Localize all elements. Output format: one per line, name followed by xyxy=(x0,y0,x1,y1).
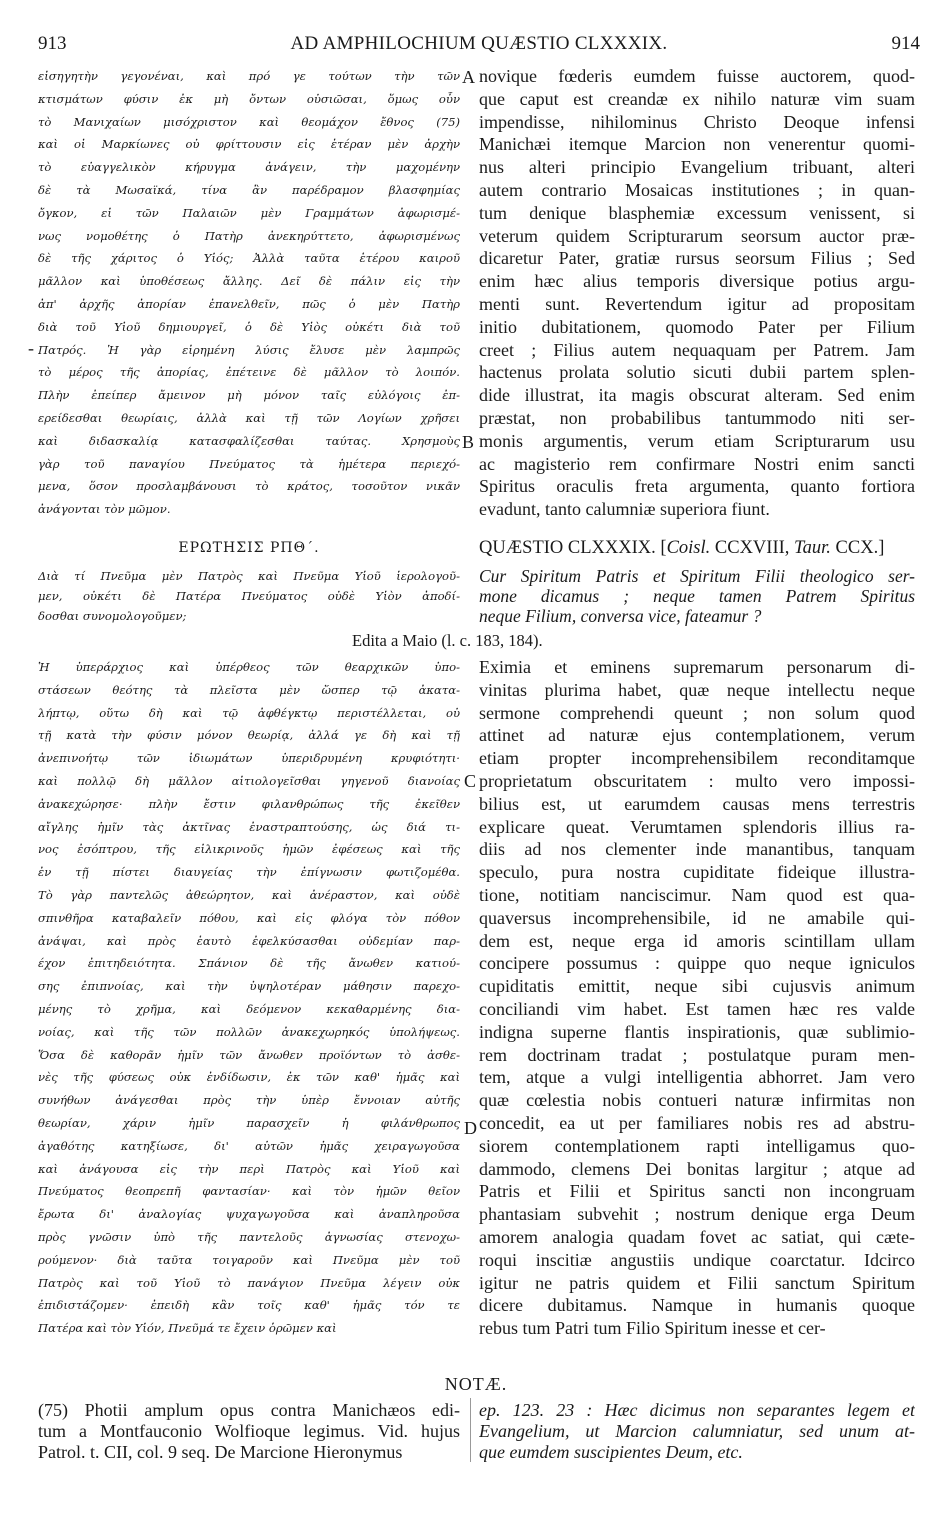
text-line: tem, atque a vulgi intelligentia abhorret. Jam vero xyxy=(479,1067,915,1088)
text-line: γὰρ τοῦ παναγίου Πνεύματος τὰ ἡμέτερα περιεχό- xyxy=(38,456,460,471)
text-line: concedit, ea ut per familiares nobis res ad abstru- xyxy=(479,1112,915,1133)
text-line: τὸ εὐαγγελικὸν κήρυγμα ἀνάγειν, τὴν μαχομένην xyxy=(38,160,460,175)
text-line: explicare queat. Verumtamen splendoris illius ra- xyxy=(479,816,915,837)
text-line: Manichæi itemque Marcion non venerentur quomi- xyxy=(479,134,915,155)
text-line: neque Filium, conversa vice, fateamur ? xyxy=(479,606,762,626)
running-header xyxy=(38,33,920,57)
text-line: rem doctrinam tradat ; postulatque puram men- xyxy=(479,1044,915,1065)
text-line: Ὅσα δὲ καθορᾶν ἡμῖν τῶν ἄνωθεν προϊόντων τὸ ἀσθε- xyxy=(38,1047,460,1062)
question-title-latin xyxy=(479,538,939,559)
text-line: concipere possumus : quippe quo neque igniculos xyxy=(479,953,915,974)
greek-column-top xyxy=(38,65,460,521)
text-line: εἰσηγητὴν γεγονέναι, καὶ πρό γε τούτων τὴν τῶν xyxy=(38,69,460,83)
text-line: νος ἐσόπτρου, τῆς εἰλικρινοῦς ἡμῶν ἐφέσεως καὶ τῆς xyxy=(38,842,460,857)
text-line: έχον ἐπιτηδειότητα. Σπάνιον δὲ τῆς ἄνωθεν κατιού- xyxy=(38,956,460,971)
text-line: præstat, non probabilibus tantummodo niti ser- xyxy=(479,407,915,428)
edition-note: Edita a Maio (l. c. 183, 184). xyxy=(352,631,543,650)
text-line: δοσθαι συνομολογοῦμεν; xyxy=(38,609,187,623)
text-line: νως νομοθέτης ὁ Πατὴρ ἀνεκηρύττετο, ἀφωρισμένως xyxy=(38,228,460,243)
text-line: θεωρίαν, χάριν ἡμῖν παρασχεῖν ἡ φιλάνθρωπος xyxy=(38,1115,460,1130)
text-line: πρὸς γνῶσιν ὑπὸ τῆς παντελοῦς ἀγνωσίας στενοχω- xyxy=(38,1229,460,1244)
text-line: autem contrario Mosaicas institutiones ; in quan- xyxy=(479,179,915,200)
text-line: μεν, οὐκέτι δὲ Πατέρα Πνεύματος οὐδὲ Υἱὸν ἀποδί- xyxy=(38,589,460,603)
text-line: στάσεων θεότης τὰ πλεῖστα μὲν ὥσπερ τῷ ἀκατα- xyxy=(38,682,460,697)
text-line: ἀνεπινοήτῳ τῶν ἰδιωμάτων ὑπεριδρυμένη κρυφιότητι· xyxy=(38,751,460,766)
text-line: συνήθων ἀνάγεσθαι πρὸς τὴν ὑπὲρ ἔννοιαν αὐτῆς xyxy=(38,1093,460,1108)
text-line: αἴγλης ἡμῖν τὰς ἀκτῖνας ἐναστραπτούσης, ὡς διά τι- xyxy=(38,819,460,834)
text-line: Πατρός. Ἡ γὰρ εἰρημένη λύσις ἔλυσε μὲν λαμπρῶς xyxy=(38,342,460,357)
text-line: hactenus prolata solutio sicuti dubii partem splen- xyxy=(479,362,915,383)
text-line: Cur Spiritum Patris et Spiritum Filii theologico ser- xyxy=(479,566,915,586)
page-number-left: 913 xyxy=(38,33,67,54)
text-line: μένης τὸ χρῆμα, καὶ δεόμενον κεκαθαρμένης δια- xyxy=(38,1001,460,1016)
text-line: Evangelium, ut Marcion calumniatur, sed unum at- xyxy=(479,1421,915,1441)
text-line: siorem contemplationem rapti intelligamus quo- xyxy=(479,1135,915,1156)
text-line: καὶ διδασκαλίᾳ κατασφαλίζεσθαι ταύτας. Χρησμοὺς xyxy=(38,433,460,448)
text-line: ἀνακεχώρησε· πλὴν ἔστιν φιλανθρώπως τῆς ἐκεῖθεν xyxy=(38,796,460,811)
text-line: Πατρὸς καὶ τοῦ Υἱοῦ τὸ πανάγιον Πνεῦμα λέγειν οὐκ xyxy=(38,1275,460,1290)
text-line: καὶ οἱ Μαρκίωνες οὐ φρίττουσιν εἰς ἑτέραν μὲν ἀρχὴν xyxy=(38,137,460,152)
text-line: Τὸ γὰρ παντελῶς ἀθεώρητον, καὶ ἀνέραστον, καὶ οὐδὲ xyxy=(38,887,460,902)
text-line: roqui inscitiæ angustiis undique coarctatur. Idcirco xyxy=(479,1249,915,1270)
text-line: νοίας, καὶ τῆς τῶν πολλῶν ἀνακεχωρηκός ὑπολήψεως. xyxy=(38,1024,460,1039)
text-line: sermone comprehendi queunt ; non solum quod xyxy=(479,702,915,723)
text-line: novique fœderis eumdem fuisse auctorem, quod- xyxy=(479,66,915,86)
text-line: Eximia et eminens supremarum personarum di- xyxy=(479,657,915,677)
text-line: ac magisterio rem confirmare Nostri enim sancti xyxy=(479,453,915,474)
question-text-greek xyxy=(38,566,460,626)
text-line: τὸ Μανιχαίων μισόχριστον καὶ θεομάχον ἔθνος (75) xyxy=(38,114,460,129)
running-title: AD AMPHILOCHIUM QUÆSTIO CLXXXIX. xyxy=(290,33,668,54)
page-number-right: 914 xyxy=(891,33,920,54)
text-line: creet ; Filius autem nequaquam per Patrem. Jam xyxy=(479,339,915,360)
text-line: Patris et Filii et Spiritus sancti non incongruam xyxy=(479,1181,915,1202)
text-line: σπινθῆρα καταβαλεῖν πόθου, καὶ εἰς φλόγα τὸν πόθον xyxy=(38,910,460,925)
text-line: mone dicamus ; neque tamen Patrem Spiritus xyxy=(479,586,915,606)
notes-column-divider xyxy=(470,1398,471,1462)
latin-column-top xyxy=(479,65,915,521)
notes-right xyxy=(479,1400,915,1463)
text-line: bilius est, ut earumdem causas mens terrestris xyxy=(479,793,915,814)
question-title-coisl: Coisl. xyxy=(666,538,711,558)
text-line: σης ἐπιπνοίας, καὶ τὴν ὑψηλοτέραν μάθησιν παρεχο- xyxy=(38,979,460,994)
text-line: dicaretur Pater, gratiæ rursus seorsum Filius ; Sed xyxy=(479,248,915,269)
text-line: speculo, pura nostra cupiditate fideique illustra- xyxy=(479,862,915,883)
text-line: tum denique blasphemiæ excessum venissent, si xyxy=(479,202,915,223)
text-line: quæ cœlestia nobis contueri naturæ infirmitas non xyxy=(479,1090,915,1111)
text-line: quaversus incomprehensibile, id ne amabile qui- xyxy=(479,907,915,928)
text-line: nus alteri principio Evangelium tribuant, alteri xyxy=(479,157,915,178)
text-line: amorem analogia quadam fovet ac satiat, qui cæte- xyxy=(479,1226,915,1247)
latin-column-main xyxy=(479,656,915,1340)
question-title-mid: CCXVIII, xyxy=(710,538,795,558)
text-line: dide illustrat, ita magis obscurat alteram. Sed enim xyxy=(479,385,915,406)
question-title-tail: CCX.] xyxy=(830,538,885,558)
text-line: dem est, neque erga id amoris scintillam ullam xyxy=(479,930,915,951)
text-line: igitur ne patris quidem et Filii sanctum Spiritum xyxy=(479,1272,915,1293)
notes-heading: NOTÆ. xyxy=(444,1374,508,1394)
text-line: Πνεύματος θεοπρεπῆ φαντασίαν· καὶ τὸν ἡμῶν θεῖον xyxy=(38,1184,460,1199)
text-line: Ἡ ὑπεράρχιος καὶ ὑπέρθεος τῶν θεαρχικῶν ὑπο- xyxy=(38,660,460,674)
text-line: Spiritus oraculis freta argumenta, quanto fortiora xyxy=(479,476,915,497)
question-title-lead: QUÆSTIO CLXXXIX. [ xyxy=(479,538,667,558)
text-line: proprietatum obscuritatem : multo vero impossi- xyxy=(479,770,915,791)
text-line: cupiditatis emittit, neque sibi cujusvis animum xyxy=(479,976,915,997)
text-line: τῇ κατὰ τὴν φύσιν μόνον θεωρίᾳ, ἀλλά γε δὴ καὶ τῇ xyxy=(38,728,460,743)
text-line: δὲ τὰ Μωσαϊκά, τίνα ἂν παρέδραμον βλασφημίας xyxy=(38,182,460,197)
text-line: ἀνάψαι, καὶ πρὸς ἑαυτὸ ἐφελκύσασθαι οὐδεμίαν παρ- xyxy=(38,933,460,948)
question-title-taur: Taur. xyxy=(794,538,831,558)
text-line: tione, notitiam nanciscimur. Nam quod est qua- xyxy=(479,884,915,905)
text-line: ερείδεσθαι θεωρίαις, ἀλλὰ καὶ τῇ τῶν Λογίων χρῆσει xyxy=(38,410,460,425)
text-line: enim hæc alius temporis diversique potius argu- xyxy=(479,271,915,292)
text-line: ἀγαθότης κατηξίωσε, δι' αὐτῶν ἡμᾶς χειραγωγοῦσα xyxy=(38,1138,460,1153)
text-line: dicere dubitamus. Namque in humanis quoque xyxy=(479,1295,915,1316)
text-line: diis ad nos clementer inde manantibus, tanquam xyxy=(479,839,915,860)
text-line: κτισμάτων φύσιν ἐκ μὴ ὄντων οὐσιῶσαι, ὅμως οὖν xyxy=(38,91,460,106)
margin-marker-d: D xyxy=(464,1118,477,1138)
text-line: ἀνάγονται τὸν μῶμον. xyxy=(38,502,171,517)
text-line: καὶ πολλῷ δὴ μᾶλλον αἰτιολογεῖσθαι γηγενοῦ διανοίας xyxy=(38,773,460,788)
text-line: ἐν τῇ πίστει διαυγείας τὴν ἐπίγνωσιν φωτιζομέθα. xyxy=(38,865,460,880)
text-line: νὲς τῆς φύσεως οὐκ ἐνδίδωσιν, ἐκ τῶν καθ' ἡμᾶς καὶ xyxy=(38,1070,460,1085)
text-line: λήπτῳ, οὕτω δὴ καὶ τῷ ἀφθέγκτῳ περιστέλλεται, οὐ xyxy=(38,705,460,720)
text-line: impendisse, nihilominus Christo Deoque infensi xyxy=(479,111,915,132)
text-line: indigna superne flantis inspirationis, quæ sublimio- xyxy=(479,1021,915,1042)
text-line: Patrol. t. CII, col. 9 seq. De Marcione Hieronymus xyxy=(38,1442,403,1462)
greek-column-main xyxy=(38,656,460,1340)
text-line: conciliandi vim habet. Est tamen hæc res valde xyxy=(479,998,915,1019)
text-line: μᾶλλον καὶ ὑποθέσεως ἄλλης. Δεῖ δὲ πάλιν εἰς τὴν xyxy=(38,274,460,289)
text-line: tum a Montfauconio Wolfioque legimus. Vid. hujus xyxy=(38,1421,460,1441)
margin-marker-a: A xyxy=(462,67,475,87)
text-line: ἀπ' ἀρχῆς ἀπορίαν ἐπανελθεῖν, πῶς ὁ μὲν Πατὴρ xyxy=(38,296,460,311)
margin-marker-b: B xyxy=(462,432,475,452)
question-title-greek: ΕΡΩΤΗΣΙΣ ΡΠΘ΄. xyxy=(178,540,320,556)
text-line: Πλὴν ἐπείπερ ἄμεινον μὴ μόνον ταῖς εὐλόγοις ἐπ- xyxy=(38,388,460,403)
text-line: δὲ τῆς χάριτος ὁ Υἱός; Ἀλλὰ ταῦτα ἑτέρου καιροῦ xyxy=(38,251,460,266)
text-line: διὰ τοῦ Υἱοῦ δημιουργεῖ, ὁ δὲ Υἱὸς οὐκέτι διὰ τοῦ xyxy=(38,319,460,334)
text-line: ρούμενον· διὰ ταῦτα τοιγαροῦν καὶ Πνεῦμα μὲν τοῦ xyxy=(38,1252,460,1267)
text-line: que caput est creandæ ex nihilo naturæ vim suam xyxy=(479,88,915,109)
text-line: etiam propter incomprehensibilem reconditamque xyxy=(479,748,915,769)
text-line: attinet ad naturæ ejus contemplationem, verum xyxy=(479,725,915,746)
text-line: monis argumentis, verum etiam Scripturarum usu xyxy=(479,430,915,451)
text-line: que eumdem suscipientes Deum, etc. xyxy=(479,1442,743,1462)
text-line: ep. 123. 23 : Hæc dicimus non separantes legem et xyxy=(479,1400,915,1420)
text-line: Πατέρα καὶ τὸν Υἱόν, Πνεῦμά τε ἔχειν ὁρῶμεν καὶ xyxy=(38,1321,337,1336)
question-text-latin xyxy=(479,566,915,626)
text-line: Διὰ τί Πνεῦμα μὲν Πατρὸς καὶ Πνεῦμα Υἱοῦ ἱερολογοῦ- xyxy=(38,569,460,583)
margin-marker-c: C xyxy=(464,771,477,791)
text-line: μενα, ὅσον προσλαμβάνουσι τὸ κράτος, τοσοῦτον νικᾶν xyxy=(38,479,460,494)
text-line: (75) Photii amplum opus contra Manichæos edi- xyxy=(38,1400,460,1420)
text-line: dammodo, clemens Dei bonitas largitur ; atque ad xyxy=(479,1158,915,1179)
text-line: καὶ ἀνάγουσα εἰς τὴν περὶ Πατρὸς καὶ Υἱοῦ καὶ xyxy=(38,1161,460,1176)
margin-dash: - xyxy=(28,338,34,358)
text-line: initio dubitationem, quomodo Pater per Filium xyxy=(479,316,915,337)
text-line: vinitas plurima habet, quæ neque intellectu neque xyxy=(479,679,915,700)
notes-left xyxy=(38,1400,460,1463)
text-line: ὄγκον, εἰ τῶν Παλαιῶν μὲν Γραμμάτων ἀφωρισμέ- xyxy=(38,205,460,220)
text-line: phantasiam subvehit ; nostrum denique erga Deum xyxy=(479,1204,915,1225)
text-line: rebus tum Patri tum Filio Spiritum inesse et cer- xyxy=(479,1318,826,1339)
text-line: ἔρωτα δι' ἀναλογίας ψυχαγωγοῦσα καὶ ἀναπληροῦσα xyxy=(38,1207,460,1222)
text-line: veterum quidem Scripturarum seorsum auctor præ- xyxy=(479,225,915,246)
text-line: evadunt, tanto calumniæ superiora fiunt. xyxy=(479,499,770,520)
text-line: menti sunt. Revertendum igitur ad propositam xyxy=(479,293,915,314)
text-line: ἐπιδιστάζομεν· ἐπειδὴ κἂν τοῖς καθ' ἡμᾶς τόν τε xyxy=(38,1298,460,1313)
text-line: τὸ μέρος τῆς ἀπορίας, ἐπέτεινε δὲ μᾶλλον τὸ λοιπόν. xyxy=(38,365,460,380)
